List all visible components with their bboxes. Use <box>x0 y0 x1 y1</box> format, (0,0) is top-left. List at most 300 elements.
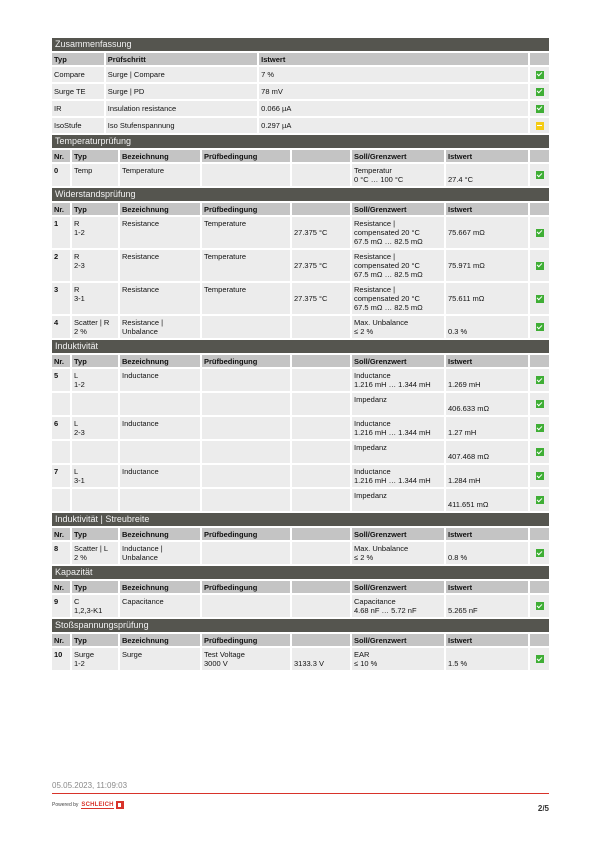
row-measured-line: 27.375 °C <box>294 228 328 237</box>
status-cell <box>530 542 549 564</box>
row-measured <box>292 595 350 617</box>
row-bezeichnung <box>120 250 200 281</box>
row-sollwert <box>352 283 444 314</box>
powered-by <box>52 801 124 809</box>
row-typ-line: R <box>74 219 80 228</box>
status-cell <box>530 164 549 186</box>
row-typ-line: Temp <box>74 166 93 175</box>
row-sollwert-line: ≤ 2 % <box>354 327 374 336</box>
col-header-pb: Prüfbedingung <box>202 203 290 215</box>
col-header-blank <box>292 355 350 367</box>
row-bezeichnung <box>120 465 200 487</box>
col-header-stat <box>530 634 549 646</box>
test-sections <box>52 135 549 670</box>
row-istwert <box>446 283 528 314</box>
check-icon <box>536 229 544 237</box>
status-cell <box>530 465 549 487</box>
status-cell <box>530 648 549 670</box>
row-sollwert-line: Resistance | <box>354 285 396 294</box>
row-sollwert-line: 67.5 mΩ … 82.5 mΩ <box>354 237 423 246</box>
row-nr <box>52 417 70 439</box>
table-row <box>52 595 549 617</box>
row-istwert <box>446 250 528 281</box>
col-header-bez: Bezeichnung <box>120 634 200 646</box>
col-header-istwert: Istwert <box>259 53 528 65</box>
table-header-row <box>52 355 549 367</box>
row-sollwert-line: 67.5 mΩ … 82.5 mΩ <box>354 303 423 312</box>
row-istwert-line: 1.269 mH <box>448 380 481 389</box>
row-sollwert-line: Inductance <box>354 467 391 476</box>
row-measured-line: 27.375 °C <box>294 261 328 270</box>
row-istwert <box>446 648 528 670</box>
col-header-bez: Bezeichnung <box>120 150 200 162</box>
row-pruefbedingung <box>202 648 290 670</box>
row-nr <box>52 316 70 338</box>
col-header-stat <box>530 203 549 215</box>
row-measured-line: 3133.3 V <box>294 659 325 668</box>
row-istwert <box>446 441 528 463</box>
col-header-soll: Soll/Grenzwert <box>352 150 444 162</box>
row-bezeichnung <box>120 283 200 314</box>
row-sollwert <box>352 250 444 281</box>
row-typ-line: Scatter | L <box>74 544 109 553</box>
row-typ-line: R <box>74 285 80 294</box>
section-title: Induktivität | Streubreite <box>52 513 549 526</box>
status-cell <box>530 441 549 463</box>
check-icon <box>536 71 544 79</box>
summary-row <box>52 118 549 133</box>
row-istwert-line: 0.8 % <box>448 553 468 562</box>
row-measured <box>292 164 350 186</box>
col-header-bez: Bezeichnung <box>120 581 200 593</box>
row-bezeichnung <box>120 316 200 338</box>
summary-istwert: 0.066 µA <box>259 101 528 116</box>
row-istwert <box>446 164 528 186</box>
col-header-bez: Bezeichnung <box>120 355 200 367</box>
summary-typ: IR <box>52 101 104 116</box>
col-header-ist: Istwert <box>446 528 528 540</box>
row-bezeichnung-line: Capacitance <box>122 597 164 606</box>
row-nr-line: 5 <box>54 371 59 380</box>
row-nr <box>52 369 70 391</box>
section-title-summary: Zusammenfassung <box>52 38 549 51</box>
row-measured-line: 27.375 °C <box>294 294 328 303</box>
row-sollwert <box>352 393 444 415</box>
row-bezeichnung-line: Resistance <box>122 252 160 261</box>
status-cell <box>530 118 549 133</box>
col-header-ist: Istwert <box>446 150 528 162</box>
row-typ-line: 3-1 <box>74 294 85 303</box>
row-bezeichnung <box>120 417 200 439</box>
col-header-nr: Nr. <box>52 528 70 540</box>
table-row <box>52 648 549 670</box>
status-cell <box>530 369 549 391</box>
row-sollwert <box>352 217 444 248</box>
row-bezeichnung-line: Resistance | <box>122 318 164 327</box>
row-typ <box>72 217 118 248</box>
col-header-typ: Typ <box>72 581 118 593</box>
check-icon <box>536 323 544 331</box>
row-sollwert-line: compensated 20 °C <box>354 261 420 270</box>
row-nr <box>52 595 70 617</box>
row-istwert-line: 75.971 mΩ <box>448 261 485 270</box>
row-typ <box>72 542 118 564</box>
row-bezeichnung-line: Surge <box>122 650 143 659</box>
row-typ-line: 1,2,3-K1 <box>74 606 103 615</box>
row-istwert-line: 0.3 % <box>448 327 468 336</box>
table-row <box>52 393 549 415</box>
table-header-row <box>52 581 549 593</box>
check-icon <box>536 472 544 480</box>
row-measured <box>292 369 350 391</box>
row-istwert <box>446 595 528 617</box>
row-typ <box>72 283 118 314</box>
row-sollwert-line: ≤ 10 % <box>354 659 378 668</box>
row-pruefbedingung <box>202 542 290 564</box>
status-cell <box>530 250 549 281</box>
status-cell <box>530 489 549 511</box>
summary-pruefschritt: Surge | PD <box>106 84 257 99</box>
row-istwert-line: 27.4 °C <box>448 175 474 184</box>
row-measured <box>292 489 350 511</box>
row-istwert-line: 1.27 mH <box>448 428 477 437</box>
row-typ-line: L <box>74 467 79 476</box>
row-measured <box>292 542 350 564</box>
status-cell <box>530 417 549 439</box>
table-row <box>52 217 549 248</box>
row-sollwert-line: ≤ 2 % <box>354 553 374 562</box>
row-measured <box>292 393 350 415</box>
row-typ-line: 1-2 <box>74 659 85 668</box>
check-icon <box>536 602 544 610</box>
row-istwert-line: 75.611 mΩ <box>448 294 485 303</box>
check-icon <box>536 549 544 557</box>
row-typ-line: 2 % <box>74 327 87 336</box>
table-row <box>52 164 549 186</box>
check-icon <box>536 376 544 384</box>
row-sollwert <box>352 489 444 511</box>
row-bezeichnung <box>120 164 200 186</box>
row-typ <box>72 316 118 338</box>
row-bezeichnung <box>120 441 200 463</box>
row-typ-line: L <box>74 419 79 428</box>
row-sollwert-line: Max. Unbalance <box>354 544 409 553</box>
table-header-row <box>52 150 549 162</box>
status-cell <box>530 316 549 338</box>
row-sollwert-line: Impedanz <box>354 395 387 404</box>
col-header-pb: Prüfbedingung <box>202 355 290 367</box>
col-header-ist: Istwert <box>446 203 528 215</box>
row-typ-line: 2-3 <box>74 261 85 270</box>
row-pruefbedingung <box>202 316 290 338</box>
row-nr-line: 1 <box>54 219 59 228</box>
table-header-row <box>52 528 549 540</box>
table-row <box>52 441 549 463</box>
row-pruefbedingung <box>202 283 290 314</box>
row-sollwert-line: Resistance | <box>354 219 396 228</box>
status-cell <box>530 101 549 116</box>
row-nr <box>52 250 70 281</box>
row-sollwert-line: 1.216 mH … 1.344 mH <box>354 476 431 485</box>
col-header-typ: Typ <box>52 53 104 65</box>
col-header-blank <box>292 203 350 215</box>
row-sollwert <box>352 316 444 338</box>
section-title: Temperaturprüfung <box>52 135 549 148</box>
brand-logo-text: SCHLEICH <box>81 801 114 808</box>
status-cell <box>530 217 549 248</box>
col-header-ist: Istwert <box>446 634 528 646</box>
row-istwert-line: 5.265 nF <box>448 606 478 615</box>
row-sollwert-line: Capacitance <box>354 597 396 606</box>
row-nr <box>52 648 70 670</box>
row-typ <box>72 489 118 511</box>
row-bezeichnung-line: Resistance <box>122 285 160 294</box>
row-bezeichnung <box>120 595 200 617</box>
table-row <box>52 417 549 439</box>
row-bezeichnung-line: Inductance | <box>122 544 163 553</box>
check-icon <box>536 105 544 113</box>
table-row <box>52 283 549 314</box>
col-header-pruefschritt: Prüfschritt <box>106 53 257 65</box>
table-row <box>52 465 549 487</box>
row-typ <box>72 250 118 281</box>
row-pruefbedingung <box>202 164 290 186</box>
row-bezeichnung-line: Resistance <box>122 219 160 228</box>
check-icon <box>536 295 544 303</box>
row-typ-line: Scatter | R <box>74 318 110 327</box>
col-header-status <box>530 53 549 65</box>
col-header-pb: Prüfbedingung <box>202 150 290 162</box>
row-sollwert <box>352 369 444 391</box>
col-header-typ: Typ <box>72 634 118 646</box>
check-icon <box>536 655 544 663</box>
col-header-pb: Prüfbedingung <box>202 581 290 593</box>
row-bezeichnung <box>120 393 200 415</box>
row-sollwert-line: 1.216 mH … 1.344 mH <box>354 380 431 389</box>
section-title: Kapazität <box>52 566 549 579</box>
row-typ <box>72 441 118 463</box>
row-sollwert-line: 0 °C … 100 °C <box>354 175 404 184</box>
row-nr <box>52 542 70 564</box>
row-pruefbedingung <box>202 217 290 248</box>
row-nr <box>52 283 70 314</box>
check-icon <box>536 171 544 179</box>
row-bezeichnung-line: Inductance <box>122 467 159 476</box>
row-pruefbedingung <box>202 417 290 439</box>
row-typ-line: 2-3 <box>74 428 85 437</box>
col-header-ist: Istwert <box>446 581 528 593</box>
row-bezeichnung-line: Inductance <box>122 419 159 428</box>
row-sollwert <box>352 648 444 670</box>
page-number: 2/5 <box>537 804 549 813</box>
col-header-blank <box>292 528 350 540</box>
row-nr <box>52 393 70 415</box>
row-pruefbedingung-line: Temperature <box>204 285 247 294</box>
row-istwert <box>446 217 528 248</box>
row-typ-line: L <box>74 371 79 380</box>
check-icon <box>536 496 544 504</box>
row-pruefbedingung <box>202 441 290 463</box>
row-istwert-line: 406.633 mΩ <box>448 404 490 413</box>
row-sollwert-line: Impedanz <box>354 443 387 452</box>
col-header-soll: Soll/Grenzwert <box>352 581 444 593</box>
row-typ-line: 2 % <box>74 553 87 562</box>
col-header-soll: Soll/Grenzwert <box>352 634 444 646</box>
row-sollwert-line: Temperatur <box>354 166 392 175</box>
row-bezeichnung-line: Temperature <box>122 166 165 175</box>
col-header-stat <box>530 581 549 593</box>
row-istwert-line: 1.284 mH <box>448 476 481 485</box>
row-typ <box>72 369 118 391</box>
row-measured <box>292 441 350 463</box>
row-istwert-line: 75.667 mΩ <box>448 228 485 237</box>
row-sollwert <box>352 441 444 463</box>
row-sollwert-line: Inductance <box>354 419 391 428</box>
row-istwert <box>446 465 528 487</box>
table-header-row <box>52 203 549 215</box>
row-measured <box>292 417 350 439</box>
row-nr-line: 10 <box>54 650 63 659</box>
status-cell <box>530 283 549 314</box>
row-nr-line: 7 <box>54 467 59 476</box>
row-typ-line: 1-2 <box>74 380 85 389</box>
status-cell <box>530 84 549 99</box>
row-typ <box>72 465 118 487</box>
row-istwert <box>446 316 528 338</box>
warning-icon <box>536 122 544 130</box>
col-header-stat <box>530 528 549 540</box>
row-nr-line: 8 <box>54 544 59 553</box>
row-nr-line: 0 <box>54 166 59 175</box>
col-header-nr: Nr. <box>52 355 70 367</box>
col-header-nr: Nr. <box>52 150 70 162</box>
row-sollwert-line: Inductance <box>354 371 391 380</box>
table-row <box>52 250 549 281</box>
col-header-bez: Bezeichnung <box>120 528 200 540</box>
summary-row <box>52 67 549 82</box>
row-typ-line: R <box>74 252 80 261</box>
row-measured <box>292 250 350 281</box>
row-typ <box>72 648 118 670</box>
row-sollwert <box>352 164 444 186</box>
report-page <box>52 36 549 670</box>
row-pruefbedingung <box>202 250 290 281</box>
row-sollwert <box>352 465 444 487</box>
check-icon <box>536 400 544 408</box>
row-typ <box>72 393 118 415</box>
table-row <box>52 316 549 338</box>
row-typ-line: Surge <box>74 650 95 659</box>
row-sollwert-line: 4.68 nF … 5.72 nF <box>354 606 417 615</box>
status-cell <box>530 595 549 617</box>
col-header-stat <box>530 150 549 162</box>
row-istwert <box>446 393 528 415</box>
check-icon <box>536 424 544 432</box>
row-sollwert-line: compensated 20 °C <box>354 294 420 303</box>
footer-divider <box>52 793 549 794</box>
table-row <box>52 369 549 391</box>
row-typ <box>72 595 118 617</box>
status-cell <box>530 393 549 415</box>
check-icon <box>536 88 544 96</box>
row-nr-line: 3 <box>54 285 59 294</box>
section-title: Widerstandsprüfung <box>52 188 549 201</box>
table-header-row <box>52 634 549 646</box>
section-title: Stoßspannungsprüfung <box>52 619 549 632</box>
row-nr <box>52 489 70 511</box>
summary-istwert: 78 mV <box>259 84 528 99</box>
row-measured <box>292 648 350 670</box>
col-header-bez: Bezeichnung <box>120 203 200 215</box>
brand-logo-icon <box>116 801 124 809</box>
check-icon <box>536 262 544 270</box>
col-header-blank <box>292 634 350 646</box>
summary-rows <box>52 67 549 133</box>
summary-pruefschritt: Iso Stufenspannung <box>106 118 257 133</box>
row-nr-line: 4 <box>54 318 59 327</box>
summary-pruefschritt: Insulation resistance <box>106 101 257 116</box>
row-sollwert-line: Impedanz <box>354 491 387 500</box>
row-pruefbedingung <box>202 595 290 617</box>
col-header-ist: Istwert <box>446 355 528 367</box>
row-nr <box>52 217 70 248</box>
row-bezeichnung-line: Unbalance <box>122 327 158 336</box>
row-pruefbedingung <box>202 393 290 415</box>
row-bezeichnung <box>120 648 200 670</box>
row-bezeichnung <box>120 217 200 248</box>
row-sollwert <box>352 542 444 564</box>
col-header-nr: Nr. <box>52 203 70 215</box>
col-header-blank <box>292 150 350 162</box>
col-header-nr: Nr. <box>52 634 70 646</box>
row-istwert-line: 411.651 mΩ <box>448 500 489 509</box>
row-nr <box>52 164 70 186</box>
summary-istwert: 0.297 µA <box>259 118 528 133</box>
row-sollwert <box>352 417 444 439</box>
row-bezeichnung-line: Inductance <box>122 371 159 380</box>
row-measured <box>292 465 350 487</box>
row-nr-line: 9 <box>54 597 59 606</box>
table-row <box>52 542 549 564</box>
row-sollwert-line: compensated 20 °C <box>354 228 420 237</box>
summary-typ: IsoStufe <box>52 118 104 133</box>
row-nr <box>52 465 70 487</box>
row-measured <box>292 217 350 248</box>
col-header-nr: Nr. <box>52 581 70 593</box>
row-measured <box>292 316 350 338</box>
row-pruefbedingung <box>202 489 290 511</box>
col-header-typ: Typ <box>72 203 118 215</box>
row-typ-line: C <box>74 597 80 606</box>
summary-pruefschritt: Surge | Compare <box>106 67 257 82</box>
row-nr-line: 6 <box>54 419 59 428</box>
summary-typ: Surge TE <box>52 84 104 99</box>
row-nr <box>52 441 70 463</box>
row-typ-line: 3-1 <box>74 476 85 485</box>
row-sollwert <box>352 595 444 617</box>
report-timestamp: 05.05.2023, 11:09:03 <box>52 781 128 790</box>
row-bezeichnung <box>120 542 200 564</box>
powered-by-label: Powered by <box>52 802 79 808</box>
col-header-blank <box>292 581 350 593</box>
col-header-pb: Prüfbedingung <box>202 634 290 646</box>
col-header-soll: Soll/Grenzwert <box>352 203 444 215</box>
row-pruefbedingung-line: Temperature <box>204 219 247 228</box>
summary-istwert: 7 % <box>259 67 528 82</box>
row-istwert <box>446 542 528 564</box>
row-istwert <box>446 417 528 439</box>
table-row <box>52 489 549 511</box>
